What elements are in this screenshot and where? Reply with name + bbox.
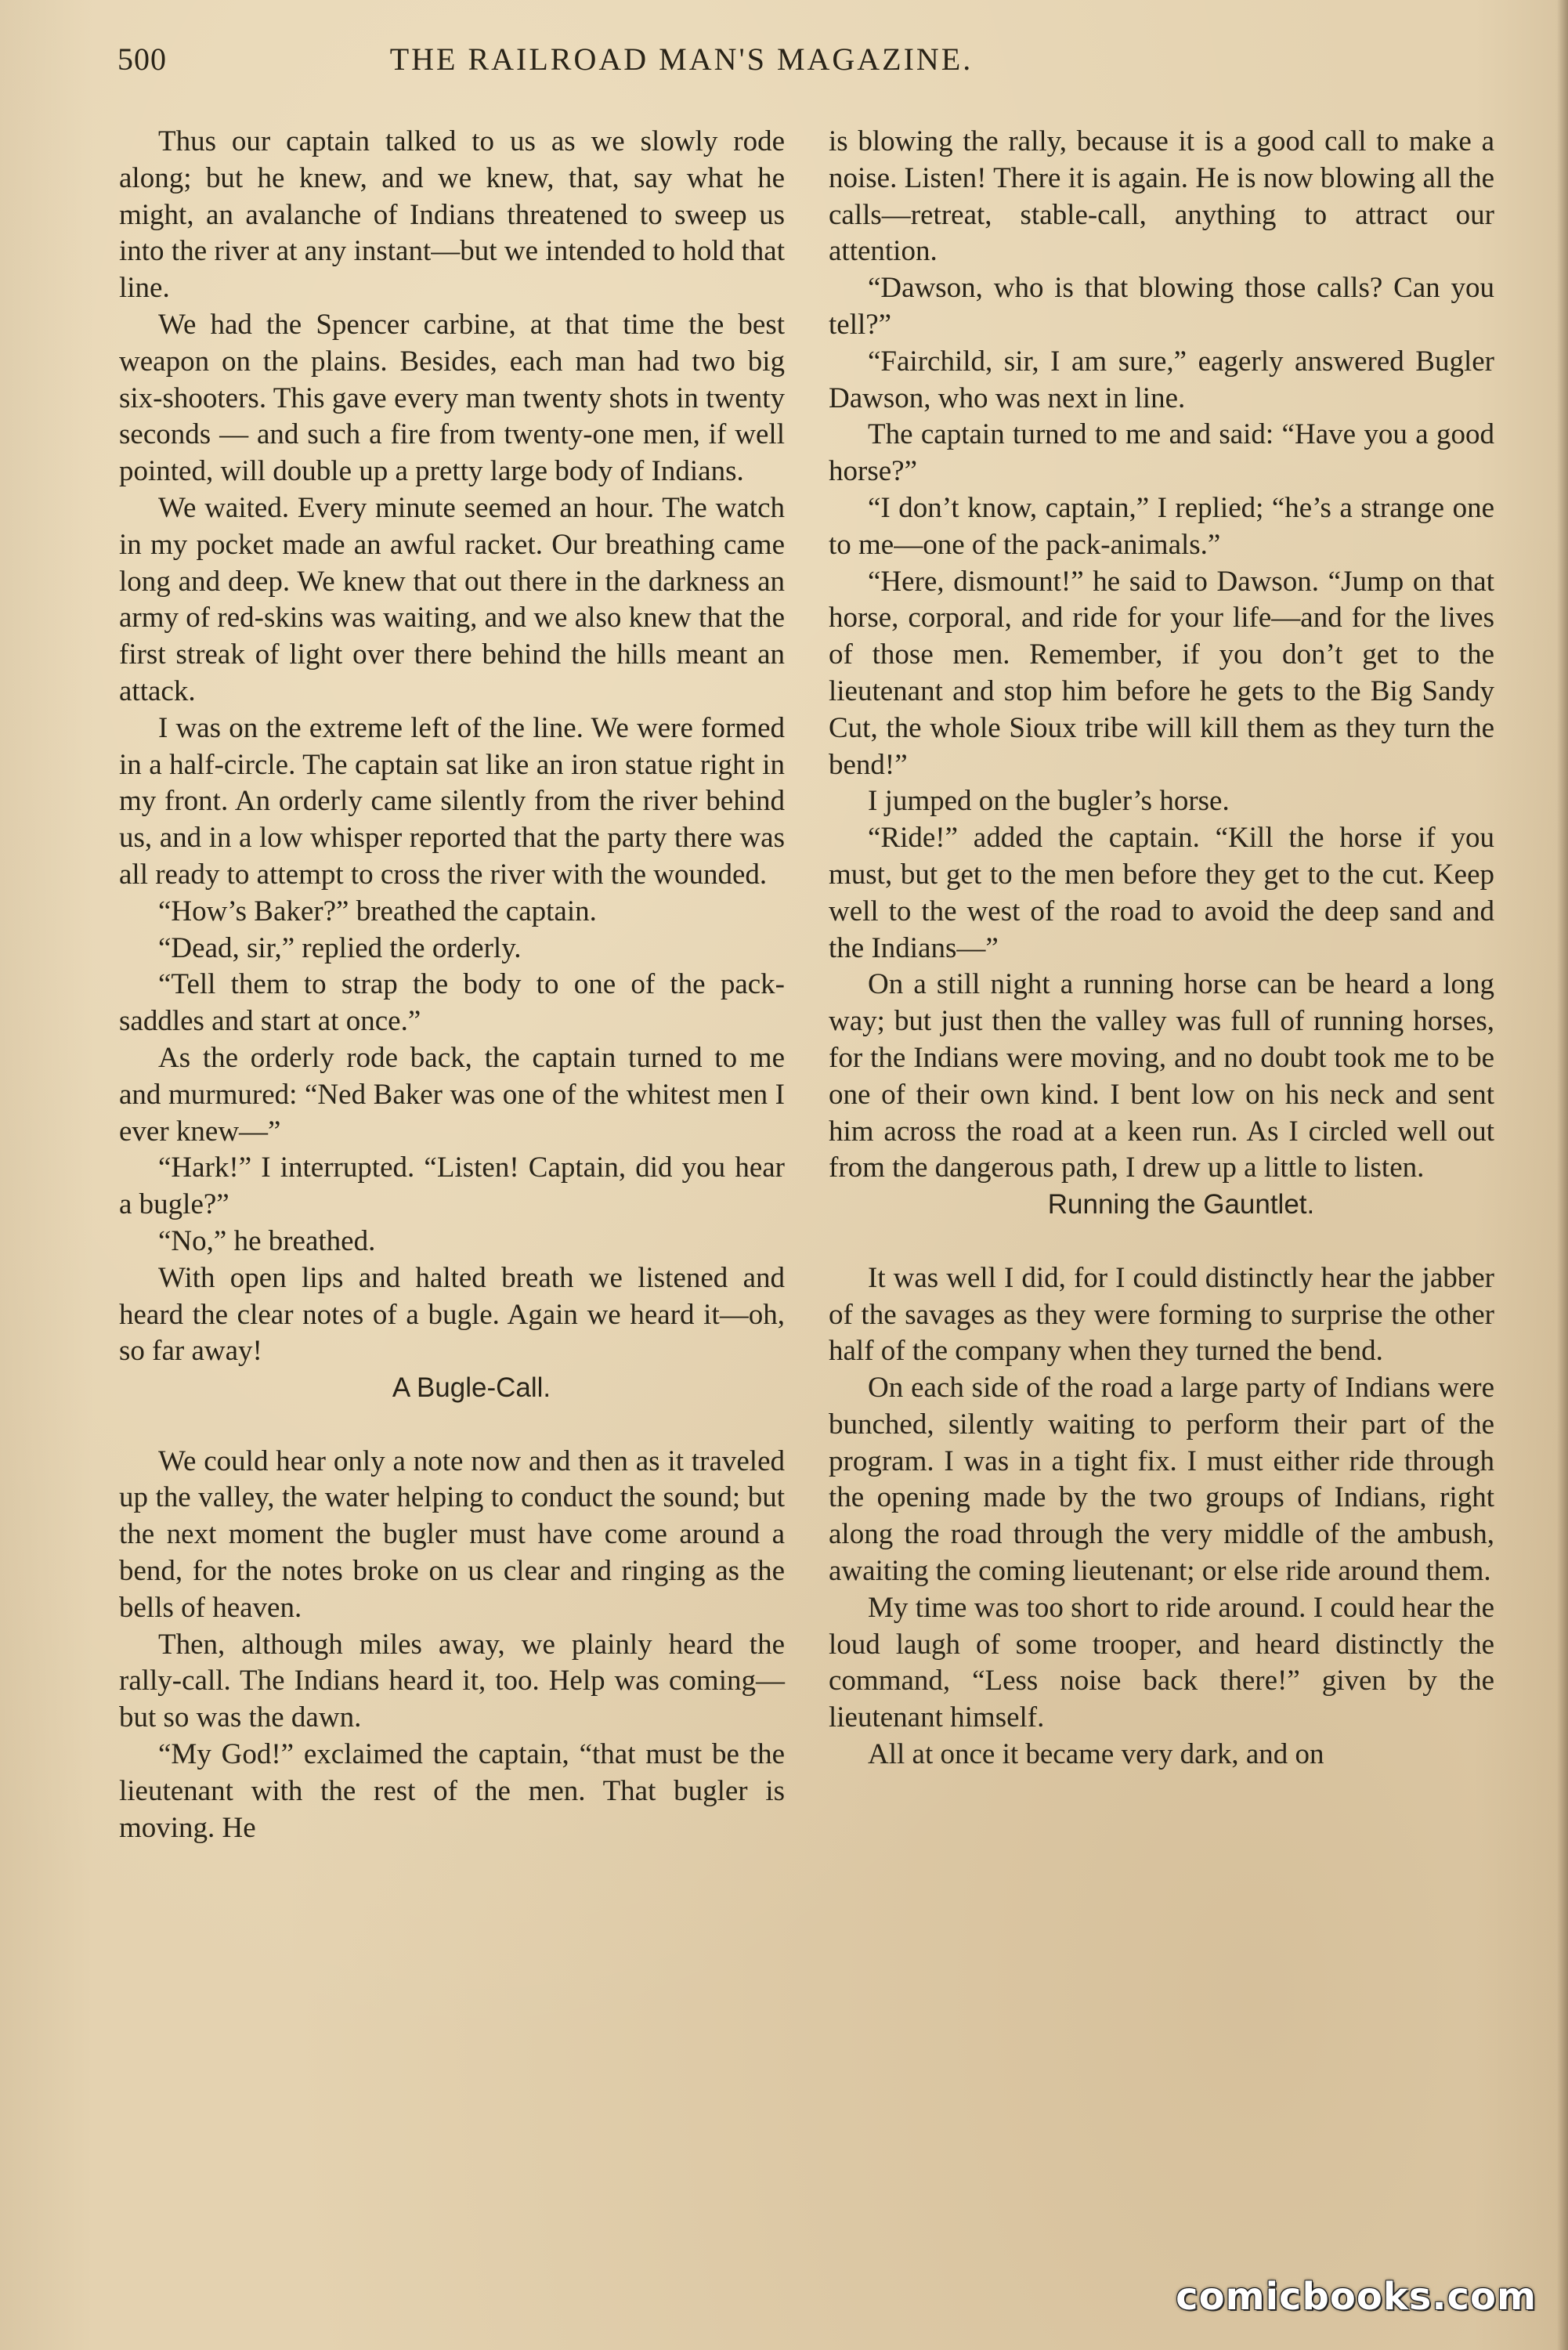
- page-title: THE RAILROAD MAN'S MAGAZINE.: [389, 42, 974, 77]
- paragraph: is blowing the rally, because it is a good call to make a noise. Listen! There it is again. He is now blowing all the calls—retreat, stable-call, anything to attract our attention.: [829, 125, 1494, 268]
- watermark: comicbooks.com: [1176, 2275, 1537, 2319]
- paragraph: I was on the extreme left of the line. We were formed in a half-circle. The captain sat like an iron statue right in my front. An orderly came silently from the river behind us, and in a low whisper reported that the party there was all ready to attempt to cross the river with the wounded.: [119, 711, 785, 891]
- paragraph: “Here, dismount!” he said to Dawson. “Jump on that horse, corporal, and ride for your life—and for the lives of those men. Remember, if you don’t get to the lieutenant and stop him before he gets to the Big Sandy Cut, the whole Sioux tribe will kill them as they turn the bend!”: [829, 565, 1494, 781]
- paragraph: “Dead, sir,” replied the orderly.: [158, 931, 522, 964]
- page-number: 500: [117, 42, 167, 77]
- paragraph: I jumped on the bugler’s horse.: [868, 785, 1230, 818]
- paragraph: As the orderly rode back, the captain turned to me and murmured: “Ned Baker was one of the whitest men I ever knew—”: [119, 1041, 785, 1148]
- page-edge-shadow: [1557, 0, 1568, 2350]
- paragraph: My time was too short to ride around. I could hear the loud laugh of some trooper, and heard distinctly the command, “Less noise back there!” given by the lieutenant himself.: [829, 1591, 1494, 1734]
- paragraph: We waited. Every minute seemed an hour. The watch in my pocket made an awful racket. Our breathing came long and deep. We knew that out there in the darkness an army of red-skins was waiting, and we also knew that the first streak of light over there behind the hills meant an attack.: [119, 491, 785, 707]
- paragraph: “No,” he breathed.: [158, 1224, 376, 1257]
- running-header: [117, 41, 1519, 88]
- paragraph: “Ride!” added the captain. “Kill the horse if you must, but get to the men before they get to the cut. Keep well to the west of the road to avoid the deep sand and the Indians—”: [829, 822, 1494, 964]
- paragraph: On each side of the road a large party of Indians were bunched, silently waiting to perform their part of the program. I was in a tight fix. I must either ride through the opening made by the two groups of Indians, right along the road through the very middle of the ambush, awaiting the coming lieutenant; or else ride around them.: [829, 1372, 1494, 1588]
- paragraph: Thus our captain talked to us as we slowly rode along; but he knew, and we knew, that, say what he might, an avalanche of Indians threatened to sweep us into the river at any instant—but we intended to hold that line.: [119, 125, 785, 305]
- left-column: [119, 124, 785, 1846]
- section-subheading: Running the Gauntlet.: [1047, 1189, 1315, 1220]
- right-column: [829, 124, 1494, 1773]
- section-subheading: A Bugle-Call.: [392, 1372, 551, 1404]
- paragraph: All at once it became very dark, and on: [868, 1738, 1324, 1771]
- paragraph: “Dawson, who is that blowing those calls? Can you tell?”: [829, 272, 1494, 341]
- paragraph: “Hark!” I interrupted. “Listen! Captain, did you hear a bugle?”: [119, 1152, 785, 1221]
- paragraph: “Fairchild, sir, I am sure,” eagerly answered Bugler Dawson, who was next in line.: [829, 345, 1494, 414]
- paragraph: On a still night a running horse can be heard a long way; but just then the valley was full of running horses, for the Indians were moving, and no doubt took me to be one of their own kind. I bent low on his neck and sent him across the road at a keen run. As I circled well out from the dangerous path, I drew up a little to listen.: [829, 968, 1494, 1184]
- paragraph: “I don’t know, captain,” I replied; “he’s a strange one to me—one of the pack-animals.”: [829, 491, 1494, 561]
- paragraph: “How’s Baker?” breathed the captain.: [158, 895, 597, 927]
- paragraph: We had the Spencer carbine, at that time the best weapon on the plains. Besides, each man had two big six-shooters. This gave every man twenty shots in twenty seconds — and such a fire from twenty-one men, if well pointed, will double up a pretty large body of Indians.: [119, 308, 785, 488]
- paragraph: “Tell them to strap the body to one of the pack-saddles and start at once.”: [119, 968, 785, 1038]
- paragraph: It was well I did, for I could distinctly hear the jabber of the savages as they were forming to surprise the other half of the company when they turned the bend.: [829, 1261, 1494, 1368]
- paragraph: The captain turned to me and said: “Have you a good horse?”: [829, 418, 1494, 488]
- paragraph: Then, although miles away, we plainly heard the rally-call. The Indians heard it, too. Help was coming—but so was the dawn.: [119, 1628, 785, 1734]
- paragraph: With open lips and halted breath we listened and heard the clear notes of a bugle. Again we heard it—oh, so far away!: [119, 1261, 785, 1368]
- paragraph: “My God!” exclaimed the captain, “that must be the lieutenant with the rest of the men. That bugler is moving. He: [119, 1738, 785, 1844]
- paragraph: We could hear only a note now and then as it traveled up the valley, the water helping to conduct the sound; but the next moment the bugler must have come around a bend, for the notes broke on us clear and ringing as the bells of heaven.: [119, 1444, 785, 1624]
